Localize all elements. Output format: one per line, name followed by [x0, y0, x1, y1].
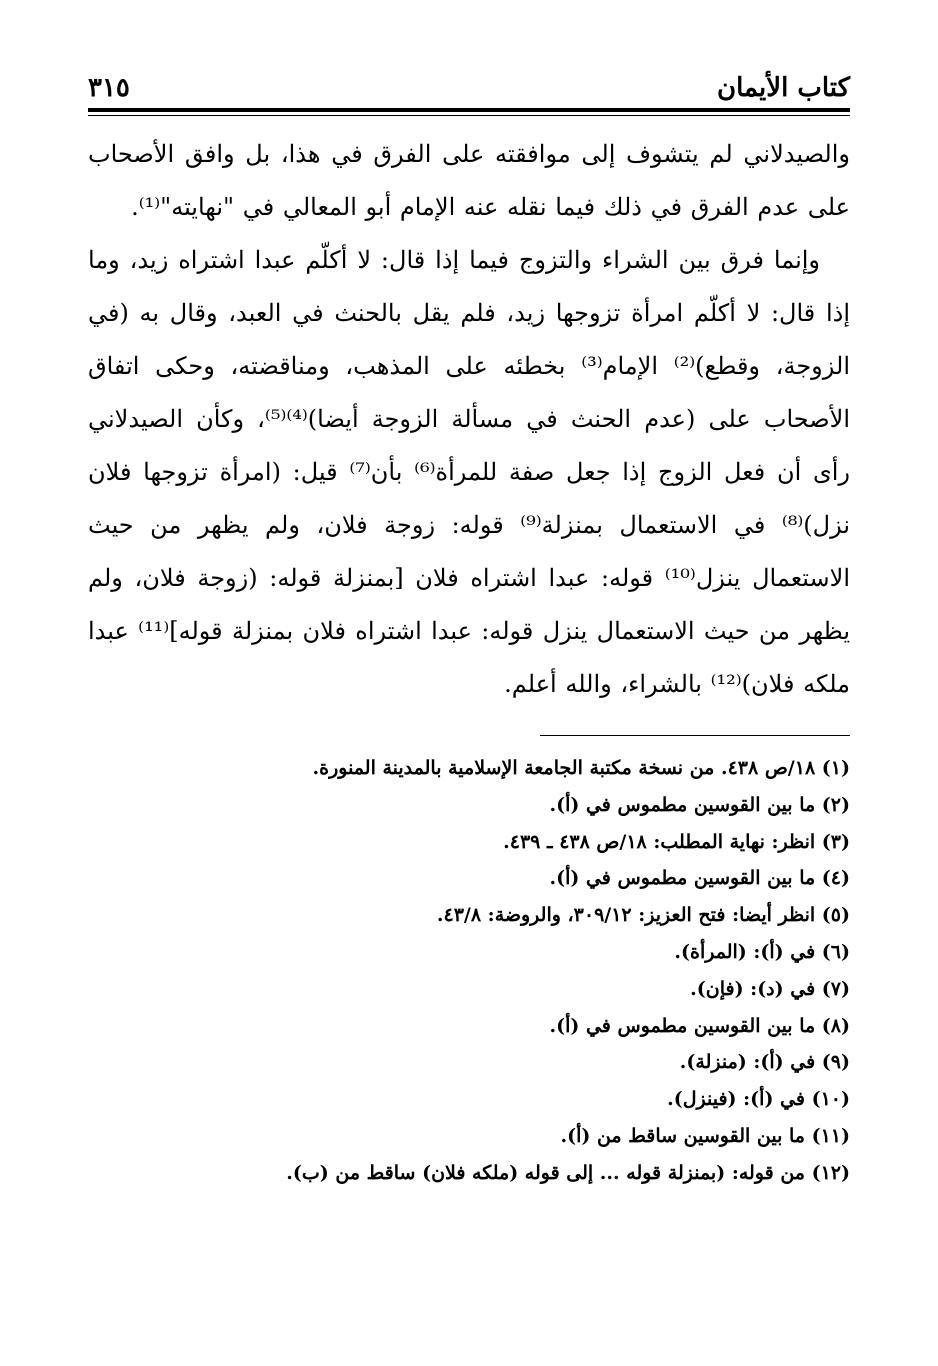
header-rule-thick: [88, 108, 850, 112]
header-rule-thin: [88, 115, 850, 116]
footnote-separator: [540, 735, 850, 736]
footnote-11: (١١) ما بين القوسين ساقط من (أ).: [560, 1124, 850, 1147]
footnote-9: (٩) في (أ): (منزلة).: [679, 1051, 850, 1074]
footnotes-list: [88, 750, 850, 1192]
page-number: ٣١٥: [88, 73, 130, 103]
running-title: كتاب الأيمان: [716, 73, 850, 103]
book-page: [88, 66, 850, 1208]
footnote-12: (١٢) من قوله: (بمنزلة قوله ... إلى قوله (ملكه فلان) ساقط من (ب).: [286, 1161, 850, 1184]
page-header: [88, 66, 850, 108]
paragraph-2: وإنما فرق بين الشراء والتزوج فيما إذا قال: لا أكلّم عبدا اشتراه زيد، وما إذا قال: لا أكلّم امرأة تزوجها زيد، فلم يقل بالحنث في العبد، وقال به (في الزوجة، وقطع)⁽²⁾ الإمام⁽³⁾ بخطئه على المذهب، ومناقضته، وحكى اتفاق الأصحاب على (عدم الحنث في مسألة الزوجة أيضا)⁽⁴⁾⁽⁵⁾، وكأن الصيدلاني رأى أن فعل الزوج إذا جعل صفة للمرأة⁽⁶⁾ بأن⁽⁷⁾ قيل: (امرأة تزوجها فلان نزل)⁽⁸⁾ في الاستعمال بمنزلة⁽⁹⁾ قوله: زوجة فلان، ولم يظهر من حيث الاستعمال ينزل⁽¹⁰⁾ قوله: عبدا اشتراه فلان [بمنزلة قوله: (زوجة فلان، ولم يظهر من حيث الاستعمال ينزل قوله: عبدا اشتراه فلان بمنزلة قوله]⁽¹¹⁾ عبدا ملكه فلان)⁽¹²⁾ بالشراء، والله أعلم.: [88, 246, 851, 698]
footnote-5: (٥) انظر أيضا: فتح العزيز: ٣٠٩/١٢، والروضة: ٤٣/٨.: [436, 904, 850, 927]
footnote-1: (١) ١٨/ص ٤٣٨. من نسخة مكتبة الجامعة الإسلامية بالمدينة المنورة.: [312, 757, 850, 779]
footnote-8: (٨) ما بين القوسين مطموس في (أ).: [549, 1014, 850, 1037]
footnote-4: (٤) ما بين القوسين مطموس في (أ).: [549, 867, 850, 890]
footnote-6: (٦) في (أ): (المرأة).: [674, 940, 850, 963]
paragraph-1: والصيدلاني لم يتشوف إلى موافقته على الفرق في هذا، بل وافق الأصحاب على عدم الفرق في ذلك فيما نقله عنه الإمام أبو المعالي في "نهايته"⁽¹⁾.: [88, 140, 850, 221]
footnote-7: (٧) في (د): (فإن).: [690, 977, 850, 1000]
main-text: [88, 128, 850, 711]
footnote-10: (١٠) في (أ): (فينزل).: [667, 1088, 850, 1111]
footnote-3: (٣) انظر: نهاية المطلب: ١٨/ص ٤٣٨ ـ ٤٣٩.: [503, 830, 850, 853]
footnote-2: (٢) ما بين القوسين مطموس في (أ).: [549, 793, 850, 816]
